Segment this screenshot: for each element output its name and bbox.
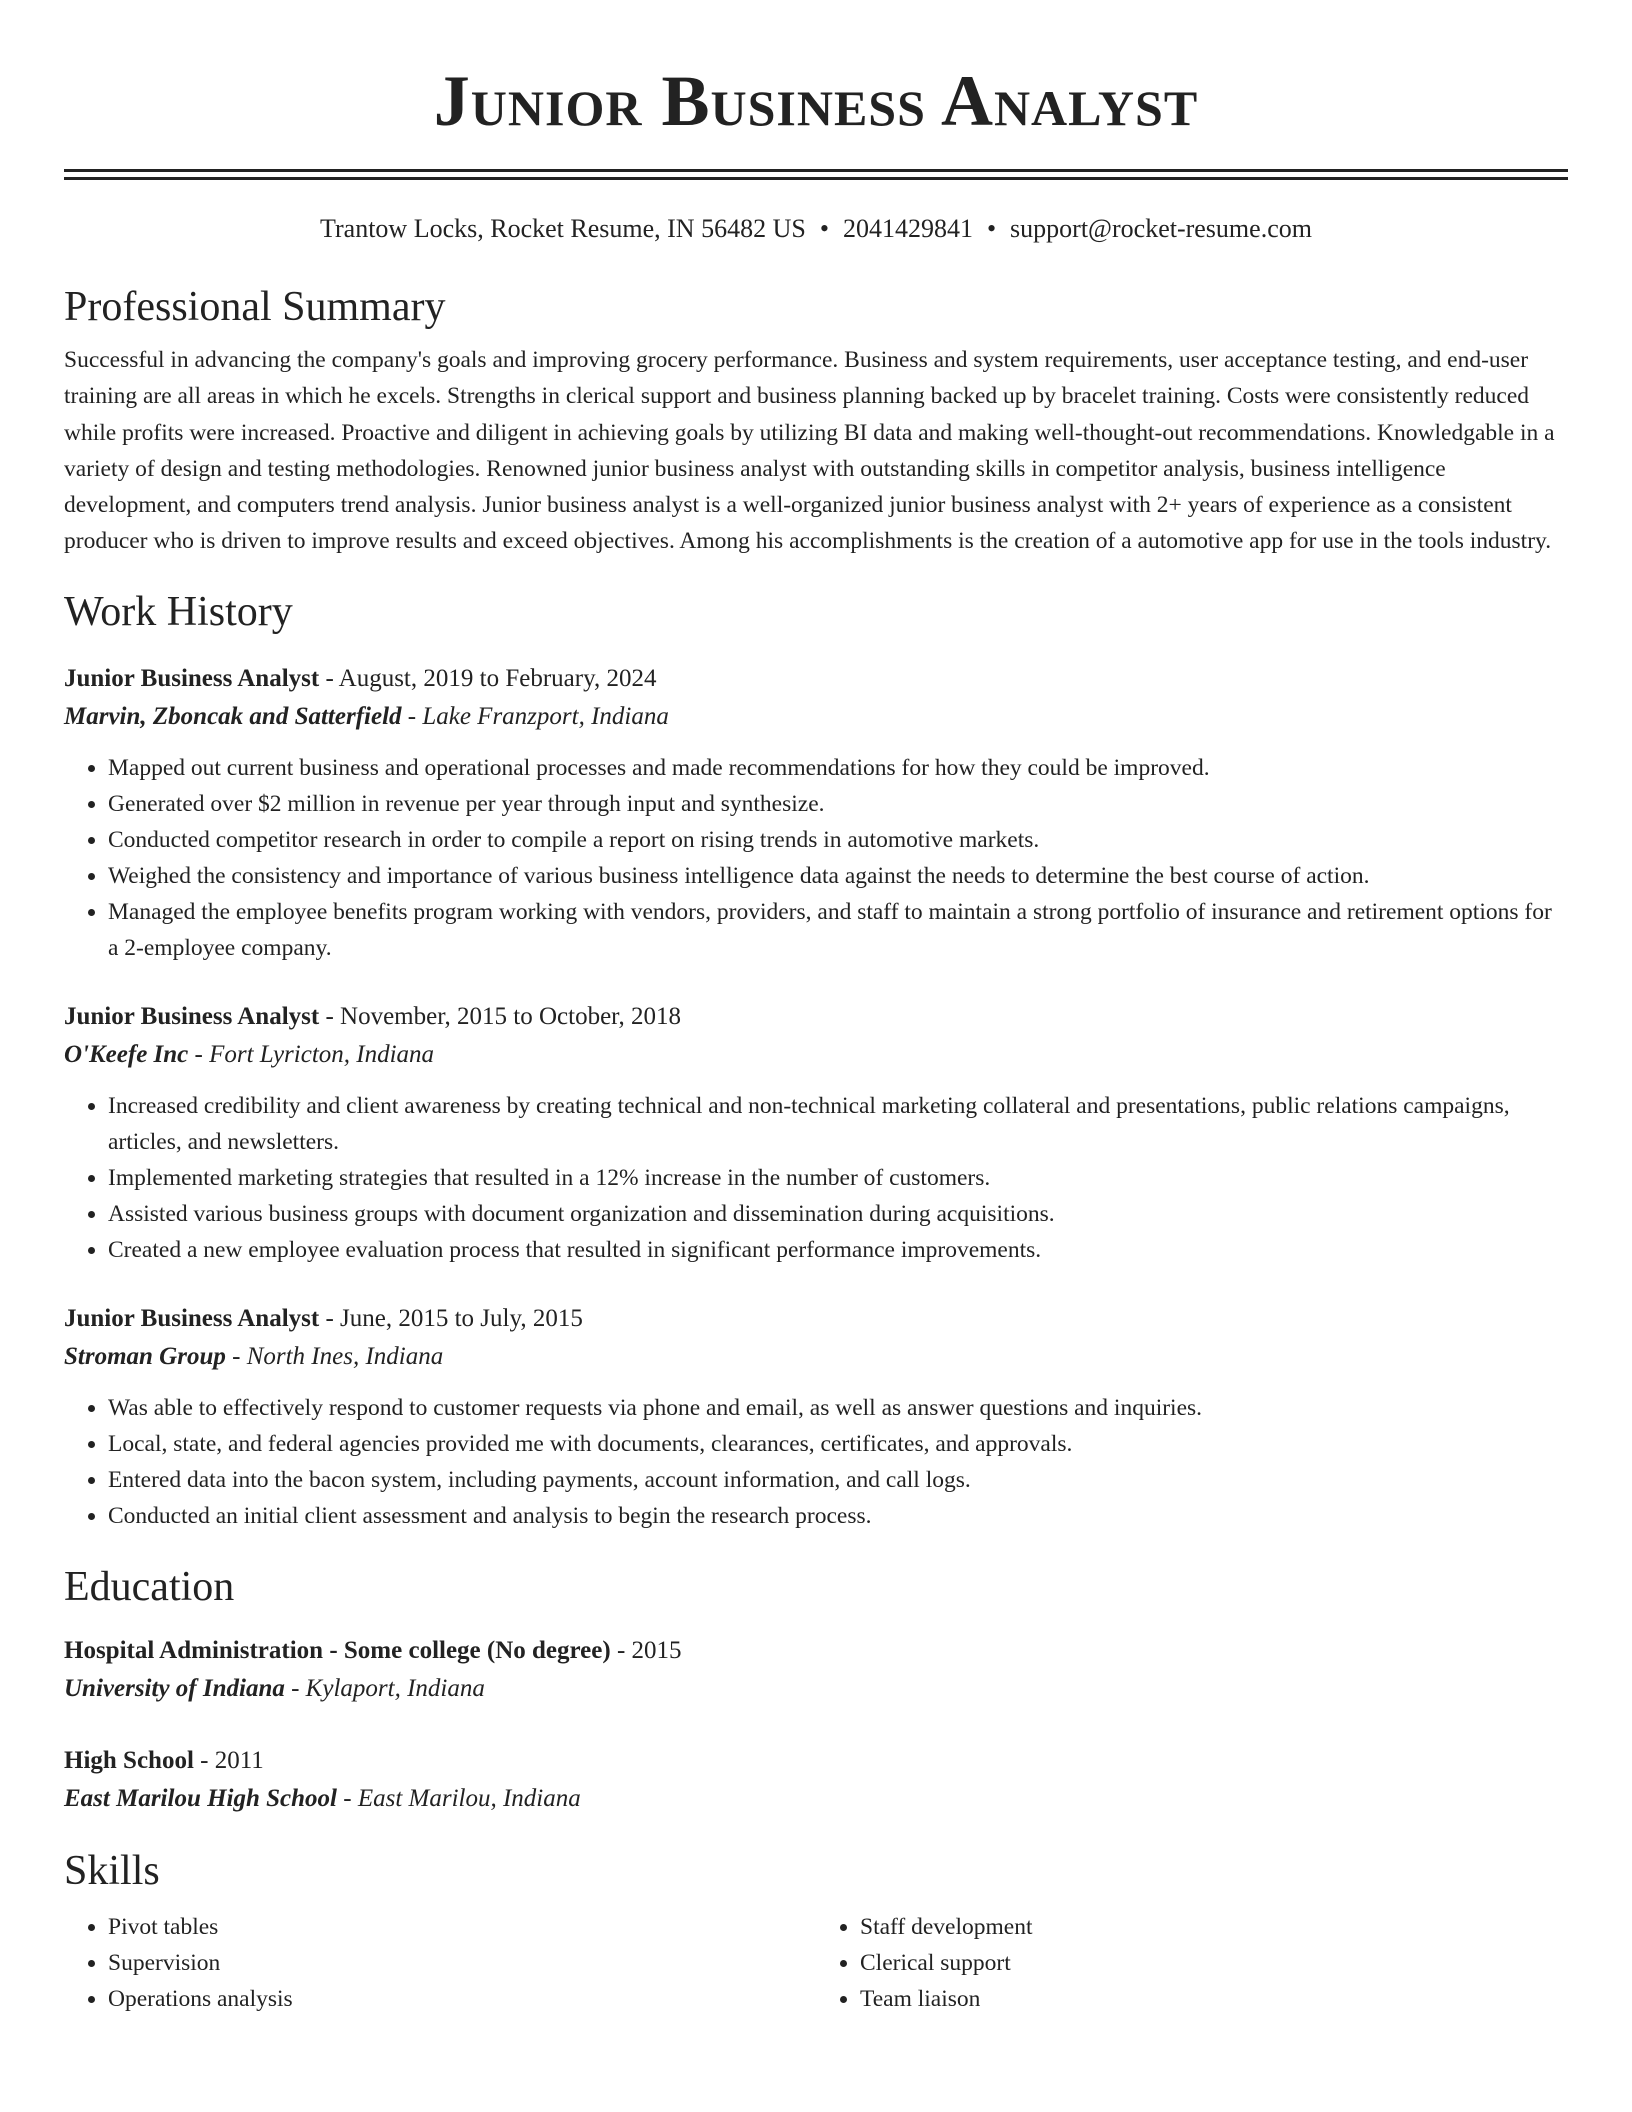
contact-phone: 2041429841 — [842, 214, 973, 243]
job-company: O'Keefe Inc — [64, 1040, 189, 1068]
education-school: University of Indiana — [64, 1675, 285, 1703]
job-bullet: • Mapped out current business and operational processes and made recommendations for how they could be improved. — [108, 750, 1568, 786]
job-title: Junior Business Analyst — [64, 664, 320, 692]
skills-list-right — [816, 1909, 1568, 2017]
job-company-line — [64, 1338, 1568, 1376]
job-dates: - June, 2015 to July, 2015 — [319, 1304, 583, 1332]
job-bullets — [64, 750, 1568, 966]
education-school-line — [64, 1670, 1568, 1708]
education-year: - 2015 — [610, 1637, 682, 1665]
title-divider — [64, 169, 1568, 180]
job-title-line — [64, 1300, 1568, 1338]
job-bullet: • Increased credibility and client awareness by creating technical and non-technical marketing collateral and presentations, public relations campaigns, articles, and newsletters. — [108, 1088, 1568, 1160]
job-title: Junior Business Analyst — [64, 1304, 320, 1332]
contact-separator: • — [819, 214, 829, 243]
job-dates: - August, 2019 to February, 2024 — [319, 664, 657, 692]
summary-heading: Professional Summary — [64, 283, 446, 330]
education-school-line — [64, 1780, 1568, 1818]
contact-address: Trantow Locks, Rocket Resume, IN 56482 US — [320, 214, 806, 243]
education-location: - East Marilou, Indiana — [337, 1785, 581, 1813]
job-company: Stroman Group — [64, 1342, 226, 1370]
education-degree-line — [64, 1632, 1568, 1670]
education-school: East Marilou High School — [64, 1785, 337, 1813]
job-bullet: • Was able to effectively respond to customer requests via phone and email, as well as answer questions and inquiries. — [108, 1390, 1568, 1426]
job-entry — [64, 998, 1568, 1268]
job-title-line — [64, 660, 1568, 698]
job-location: - North Ines, Indiana — [225, 1342, 444, 1370]
job-entry — [64, 1300, 1568, 1534]
contact-line — [64, 212, 1568, 246]
skill-item: • Pivot tables — [108, 1909, 816, 1945]
skill-item: • Team liaison — [860, 1981, 1568, 2017]
job-entry — [64, 660, 1568, 966]
education-heading: Education — [64, 1563, 235, 1610]
work-history-heading: Work History — [64, 589, 293, 636]
education-degree: High School — [64, 1747, 194, 1775]
job-bullet: • Implemented marketing strategies that resulted in a 12% increase in the number of customers. — [108, 1160, 1568, 1196]
job-location: - Lake Franzport, Indiana — [401, 702, 669, 730]
job-bullet: • Conducted competitor research in order to compile a report on rising trends in automotive markets. — [108, 822, 1568, 858]
job-location: - Fort Lyricton, Indiana — [188, 1040, 435, 1068]
education-year: - 2011 — [193, 1747, 264, 1775]
contact-email: support@rocket-resume.com — [1010, 214, 1312, 243]
education-degree: Hospital Administration - Some college (No degree) — [64, 1637, 611, 1665]
education-location: - Kylaport, Indiana — [284, 1675, 485, 1703]
job-title-line — [64, 998, 1568, 1036]
contact-separator: • — [986, 214, 997, 243]
job-bullet: • Created a new employee evaluation process that resulted in significant performance improvements. — [108, 1232, 1568, 1268]
education-degree-line — [64, 1742, 1568, 1780]
summary-text: Successful in advancing the company's goals and improving grocery performance. Business and system requirements, user acceptance testing, and end-user training are all areas in which he excels. Strengths in clerical support and business planning backed up by bracelet training. Costs were consistently reduced while profits were increased. Proactive and diligent in achieving goals by utilizing BI data and making well-thought-out recommendations. Knowledgable in a variety of design and testing methodologies. Renowned junior business analyst with outstanding skills in competitor analysis, business intelligence development, and computers trend analysis. Junior business analyst is a well-organized junior business analyst with 2+ years of experience as a consistent producer who is driven to improve results and exceed objectives. Among his accomplishments is the creation of a automotive app for use in the tools industry. — [64, 347, 1555, 555]
job-bullet: • Entered data into the bacon system, including payments, account information, and call logs. — [108, 1462, 1568, 1498]
job-company: Marvin, Zboncak and Satterfield — [64, 702, 402, 730]
job-bullets — [64, 1088, 1568, 1268]
skill-item: • Supervision — [108, 1945, 816, 1981]
job-bullets — [64, 1390, 1568, 1534]
skills-grid — [64, 1909, 1568, 2017]
job-bullet: • Generated over $2 million in revenue per year through input and synthesize. — [108, 786, 1568, 822]
job-bullet: • Local, state, and federal agencies provided me with documents, clearances, certificates, and approvals. — [108, 1426, 1568, 1462]
job-bullet: • Conducted an initial client assessment and analysis to begin the research process. — [108, 1498, 1568, 1534]
resume-title: Junior Business Analyst — [433, 61, 1199, 141]
job-bullet: • Weighed the consistency and importance of various business intelligence data against the needs to determine the best course of action. — [108, 858, 1568, 894]
skill-item: • Clerical support — [860, 1945, 1568, 1981]
skill-item: • Operations analysis — [108, 1981, 816, 2017]
job-company-line — [64, 698, 1568, 736]
skills-list-left — [64, 1909, 816, 2017]
job-bullet: • Assisted various business groups with document organization and dissemination during acquisitions. — [108, 1196, 1568, 1232]
education-entry — [64, 1742, 1568, 1818]
job-title: Junior Business Analyst — [64, 1002, 320, 1030]
job-dates: - November, 2015 to October, 2018 — [319, 1002, 682, 1030]
skills-heading: Skills — [64, 1848, 160, 1895]
job-company-line — [64, 1036, 1568, 1074]
education-entry — [64, 1632, 1568, 1708]
job-bullet: • Managed the employee benefits program working with vendors, providers, and staff to maintain a strong portfolio of insurance and retirement options for a 2-employee company. — [108, 894, 1568, 966]
skill-item: • Staff development — [860, 1909, 1568, 1945]
